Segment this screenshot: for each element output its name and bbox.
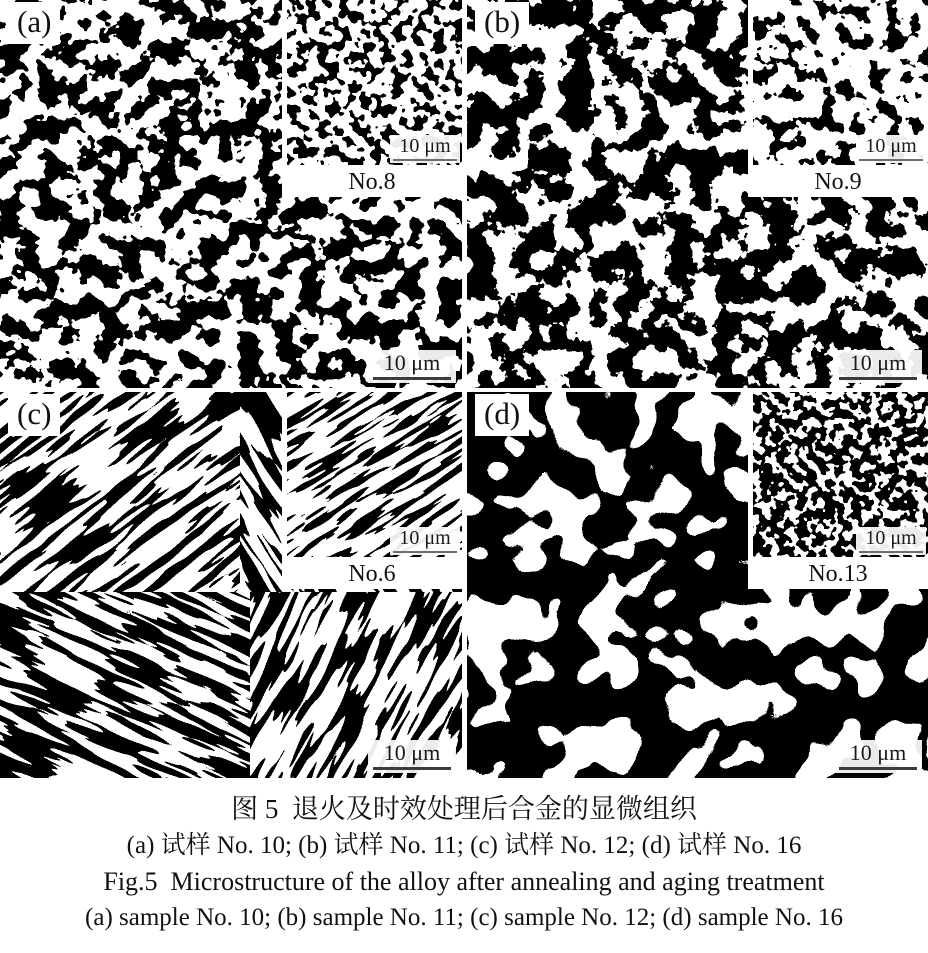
inset-scale-bar	[856, 527, 926, 555]
inset-scale-bar-text: 10 μm	[399, 135, 451, 157]
inset-scale-bar-text: 10 μm	[865, 527, 917, 549]
scale-bar-c	[368, 740, 456, 773]
scale-bar-d	[834, 740, 922, 773]
inset-sample-label-a: No.8	[282, 169, 462, 197]
scale-bar-line	[373, 767, 451, 770]
inset-scale-bar-line	[393, 551, 457, 553]
inset-micrograph-a	[282, 0, 462, 169]
micrograph-panel-a	[0, 0, 462, 388]
inset-scale-bar-line	[859, 159, 923, 161]
micrograph-panel-c	[0, 392, 462, 778]
panel-label-d: (d)	[475, 394, 529, 436]
lath-colony-texture	[0, 592, 250, 778]
caption-title-en: Fig.5 Microstructure of the alloy after annealing and aging treatment	[103, 867, 825, 896]
scale-bar-text: 10 μm	[849, 350, 907, 375]
caption-title-zh: 图 5 退火及时效处理后合金的显微组织	[231, 794, 697, 824]
inset-sample-label-b: No.9	[748, 169, 928, 197]
micrograph-panel-d	[467, 392, 928, 778]
caption-subtitle-zh: (a) 试样 No. 10; (b) 试样 No. 11; (c) 试样 No. 12; (d) 试样 No. 16	[126, 832, 802, 859]
inset-scale-bar-text: 10 μm	[865, 135, 917, 157]
micrograph-panel-b	[467, 0, 928, 388]
scale-bar-line	[839, 767, 917, 770]
scale-bar-text: 10 μm	[849, 740, 907, 765]
inset-micrograph-d	[748, 392, 928, 561]
scale-bar-text: 10 μm	[383, 740, 441, 765]
inset-sample-label-d: No.13	[748, 561, 928, 589]
caption-subtitle-en: (a) sample No. 10; (b) sample No. 11; (c) sample No. 12; (d) sample No. 16	[85, 904, 843, 931]
scale-bar-b	[834, 350, 922, 383]
scale-bar-a	[368, 350, 456, 383]
scale-bar-line	[839, 377, 917, 380]
figure-caption	[0, 781, 928, 932]
panel-label-a: (a)	[8, 2, 60, 44]
inset-scale-bar	[390, 527, 460, 555]
inset-scale-bar-line	[859, 551, 923, 553]
panel-label-c: (c)	[8, 394, 60, 436]
inset-scale-bar	[856, 135, 926, 163]
inset-scale-bar	[390, 135, 460, 163]
inset-sample-label-c: No.6	[282, 561, 462, 589]
scale-bar-text: 10 μm	[383, 350, 441, 375]
panel-label-b: (b)	[475, 2, 529, 44]
inset-scale-bar-line	[393, 159, 457, 161]
scale-bar-line	[373, 377, 451, 380]
inset-micrograph-b	[748, 0, 928, 169]
inset-scale-bar-text: 10 μm	[399, 527, 451, 549]
inset-micrograph-c	[282, 392, 462, 561]
